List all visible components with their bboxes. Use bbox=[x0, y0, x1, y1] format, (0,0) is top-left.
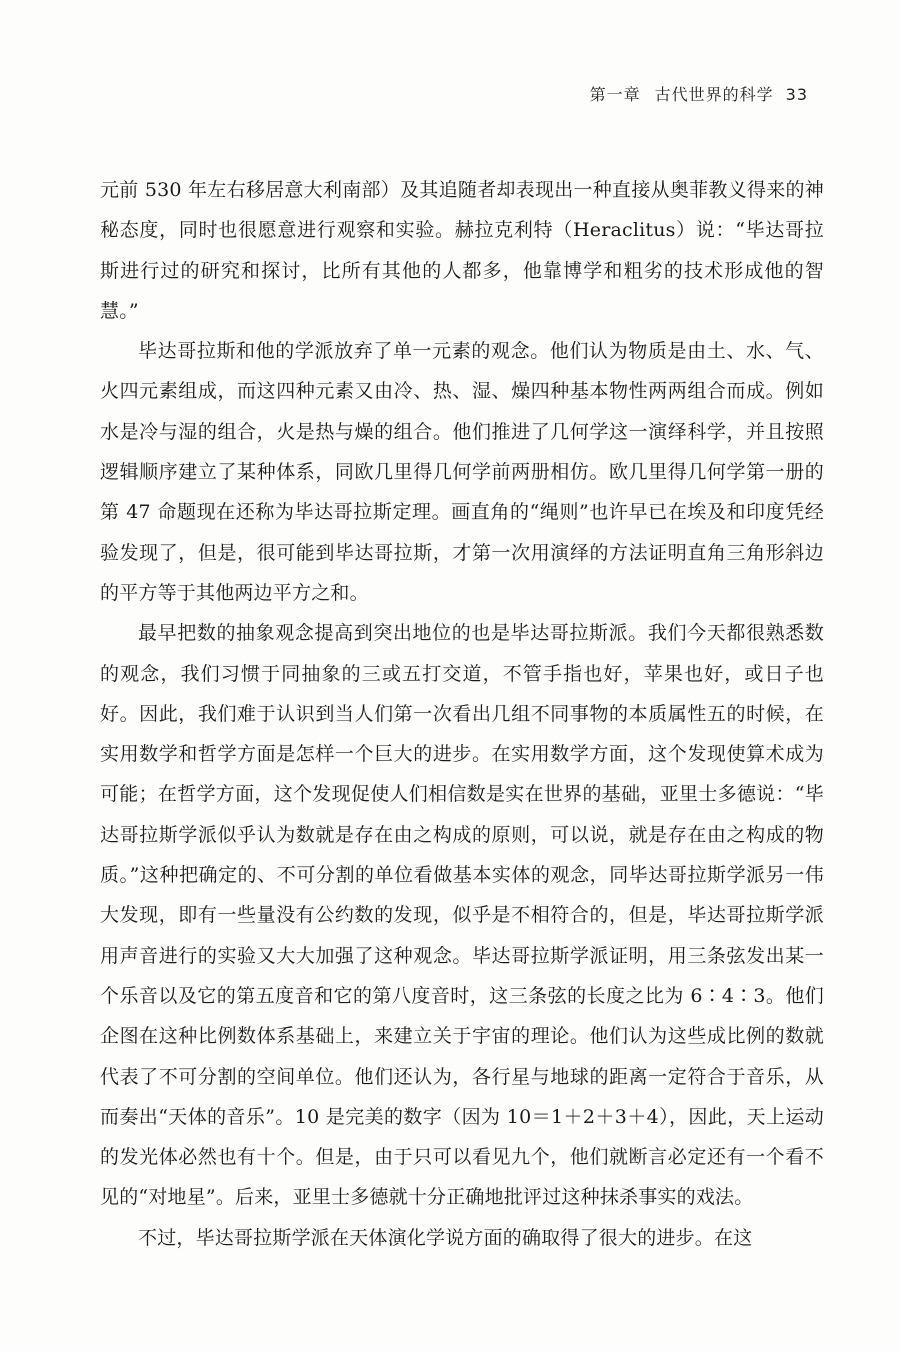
running-header bbox=[590, 82, 808, 105]
paragraph-1: 元前 530 年左右移居意大利南部）及其追随者却表现出一种直接从奥菲教义得来的神秘态度，同时也很愿意进行观察和实验。赫拉克利特（Heraclitus）说：“毕达哥拉斯进行过的研究和探讨，比所有其他的人都多，他靠博学和粗劣的技术形成他的智慧。” bbox=[100, 179, 824, 322]
chapter-title: 古代世界的科学 bbox=[654, 85, 774, 104]
chapter-label: 第一章 bbox=[589, 85, 641, 104]
body-text bbox=[100, 170, 824, 1258]
page-number: 33 bbox=[785, 85, 808, 104]
paragraph-2: 毕达哥拉斯和他的学派放弃了单一元素的观念。他们认为物质是由土、水、气、火四元素组成，而这四种元素又由冷、热、湿、燥四种基本物性两两组合而成。例如水是冷与湿的组合，火是热与燥的组合。他们推进了几何学这一演绎科学，并且按照逻辑顺序建立了某种体系，同欧几里得几何学前两册相仿。欧几里得几何学第一册的第 47 命题现在还称为毕达哥拉斯定理。画直角的“绳则”也许早已在埃及和印度凭经验发现了，但是，很可能到毕达哥拉斯，才第一次用演绎的方法证明直角三角形斜边的平方等于其他两边平方之和。 bbox=[100, 340, 824, 604]
paragraph-4: 不过，毕达哥拉斯学派在天体演化学说方面的确取得了很大的进步。在这 bbox=[138, 1226, 753, 1249]
paragraph-3: 最早把数的抽象观念提高到突出地位的也是毕达哥拉斯派。我们今天都很熟悉数的观念，我们习惯于同抽象的三或五打交道，不管手指也好，苹果也好，或日子也好。因此，我们难于认识到当人们第一次看出几组不同事物的本质属性五的时候，在实用数学和哲学方面是怎样一个巨大的进步。在实用数学方面，这个发现使算术成为可能；在哲学方面，这个发现促使人们相信数是实在世界的基础，亚里士多德说：“毕达哥拉斯学派似乎认为数就是存在由之构成的原则，可以说，就是存在由之构成的物质。”这种把确定的、不可分割的单位看做基本实体的观念，同毕达哥拉斯学派另一伟大发现，即有一些量没有公约数的发现，似乎是不相符合的，但是，毕达哥拉斯学派用声音进行的实验又大大加强了这种观念。毕达哥拉斯学派证明，用三条弦发出某一个乐音以及它的第五度音和它的第八度音时，这三条弦的长度之比为 6∶4∶3。他们企图在这种比例数体系基础上，来建立关于宇宙的理论。他们认为这些成比例的数就代表了不可分割的空间单位。他们还认为，各行星与地球的距离一定符合于音乐，从而奏出“天体的音乐”。10 是完美的数字（因为 10＝1＋2＋3＋4），因此，天上运动的发光体必然也有十个。但是，由于只可以看见九个，他们就断言必定还有一个看不见的“对地星”。后来，亚里士多德就十分正确地批评过这种抹杀事实的戏法。 bbox=[100, 622, 824, 1209]
